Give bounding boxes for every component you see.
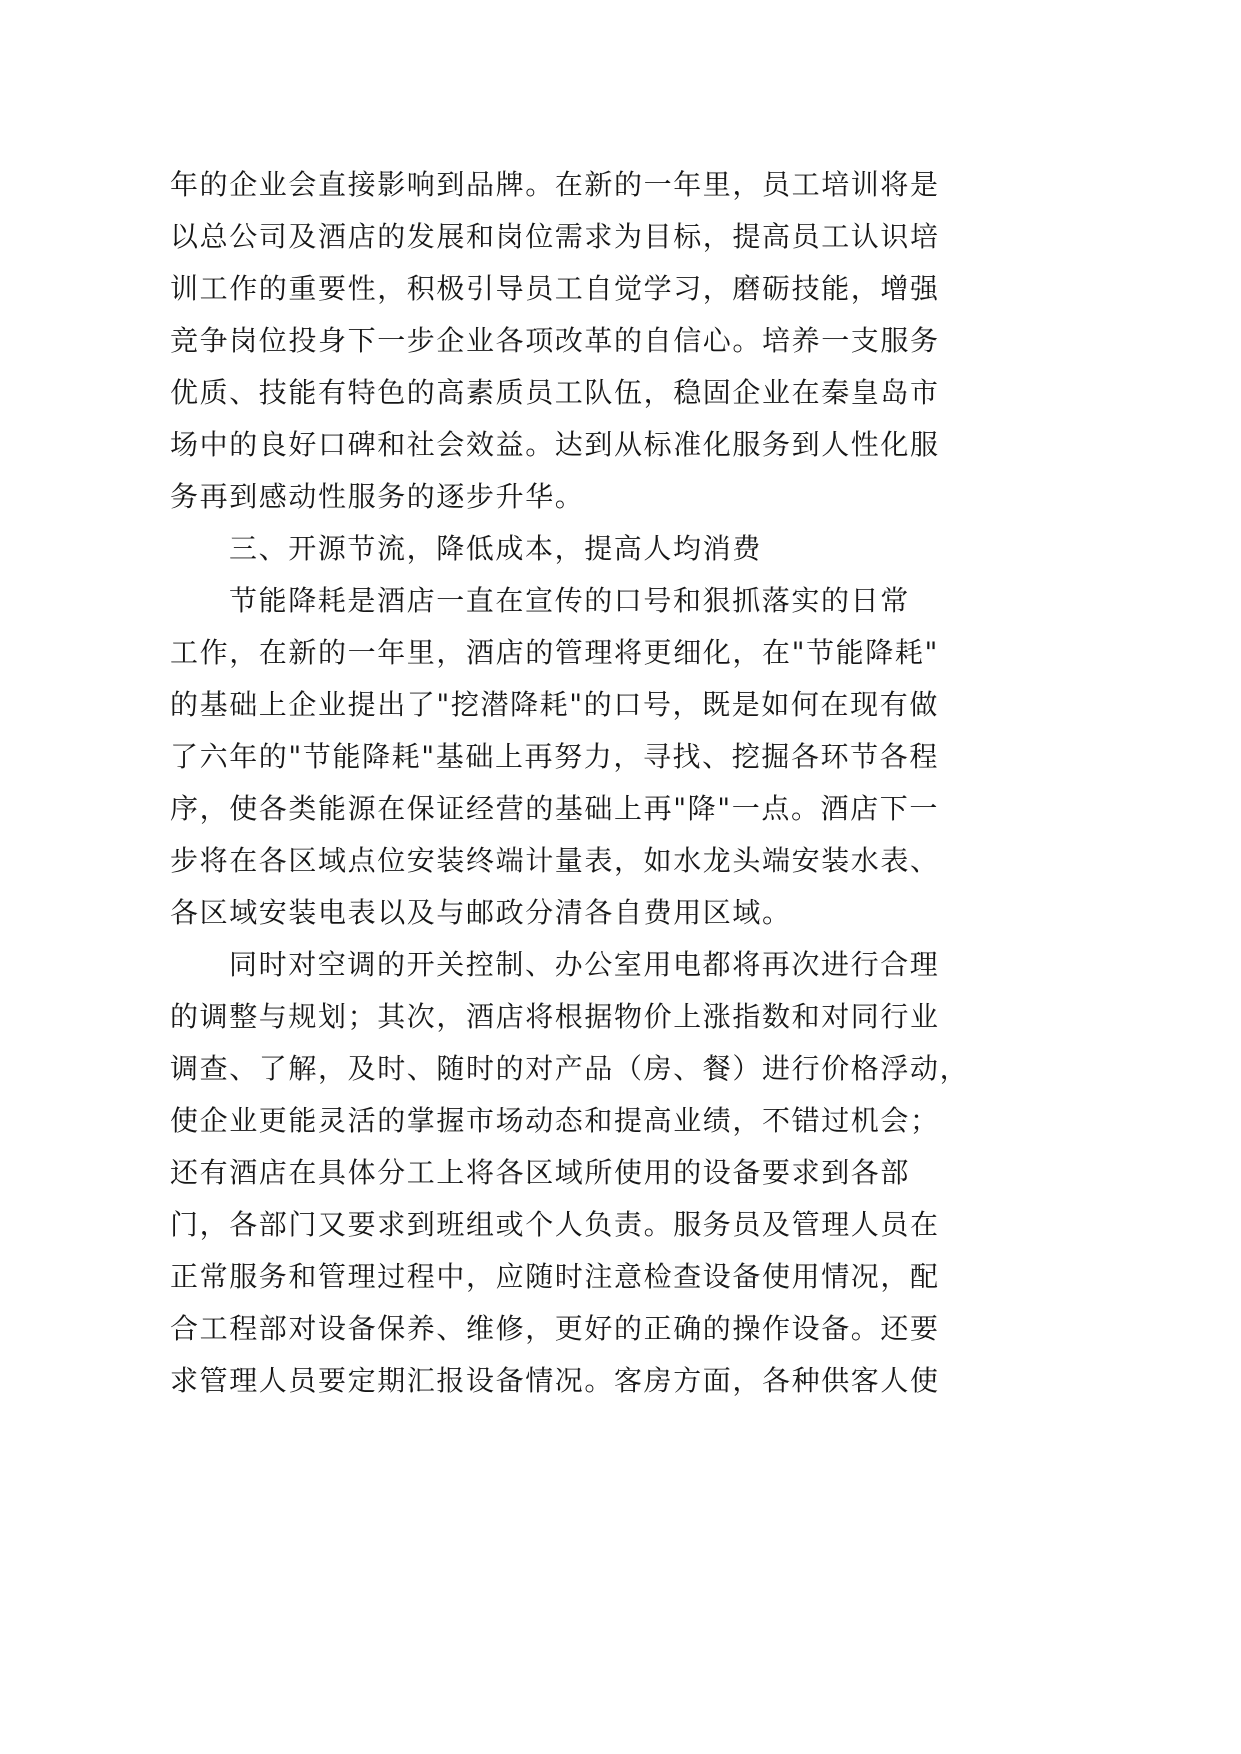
text-line: 了六年的"节能降耗"基础上再努力，寻找、挖掘各环节各程	[170, 740, 939, 773]
text-line: 合工程部对设备保养、维修，更好的正确的操作设备。还要	[170, 1312, 940, 1345]
text-line: 使企业更能灵活的掌握市场动态和提高业绩，不错过机会；	[170, 1104, 940, 1137]
text-line: 正常服务和管理过程中，应随时注意检查设备使用情况，配	[170, 1260, 940, 1293]
text-line: 序，使各类能源在保证经营的基础上再"降"一点。酒店下一	[170, 792, 939, 825]
text-line: 步将在各区域点位安装终端计量表，如水龙头端安装水表、	[170, 844, 940, 877]
text-line: 同时对空调的开关控制、办公室用电都将再次进行合理	[229, 948, 940, 981]
paragraph-energy-saving	[170, 575, 940, 939]
text-line: 调查、了解，及时、随时的对产品（房、餐）进行价格浮动，	[170, 1052, 970, 1085]
text-line: 竞争岗位投身下一步企业各项改革的自信心。培养一支服务	[170, 324, 940, 357]
text-line: 务再到感动性服务的逐步升华。	[170, 480, 585, 513]
text-line: 场中的良好口碑和社会效益。达到从标准化服务到人性化服	[170, 428, 940, 461]
text-line: 门，各部门又要求到班组或个人负责。服务员及管理人员在	[170, 1208, 940, 1241]
text-line: 工作，在新的一年里，酒店的管理将更细化，在"节能降耗"	[170, 636, 939, 669]
paragraph-staff-training	[170, 159, 940, 523]
text-line: 优质、技能有特色的高素质员工队伍，稳固企业在秦皇岛市	[170, 376, 940, 409]
text-line: 节能降耗是酒店一直在宣传的口号和狠抓落实的日常	[229, 584, 910, 617]
text-line: 的调整与规划；其次，酒店将根据物价上涨指数和对同行业	[170, 1000, 940, 1033]
text-line: 的基础上企业提出了"挖潜降耗"的口号，既是如何在现有做	[170, 688, 939, 721]
paragraph-equipment-management	[170, 939, 970, 1407]
text-line: 年的企业会直接影响到品牌。在新的一年里，员工培训将是	[170, 168, 940, 201]
text-line: 求管理人员要定期汇报设备情况。客房方面，各种供客人使	[170, 1364, 940, 1397]
section-heading: 三、开源节流，降低成本，提高人均消费	[229, 532, 762, 565]
text-line: 训工作的重要性，积极引导员工自觉学习，磨砺技能，增强	[170, 272, 940, 305]
text-line: 还有酒店在具体分工上将各区域所使用的设备要求到各部	[170, 1156, 911, 1189]
text-line: 以总公司及酒店的发展和岗位需求为目标，提高员工认识培	[170, 220, 940, 253]
document-body	[170, 159, 970, 1407]
text-line: 各区域安装电表以及与邮政分清各自费用区域。	[170, 896, 792, 929]
